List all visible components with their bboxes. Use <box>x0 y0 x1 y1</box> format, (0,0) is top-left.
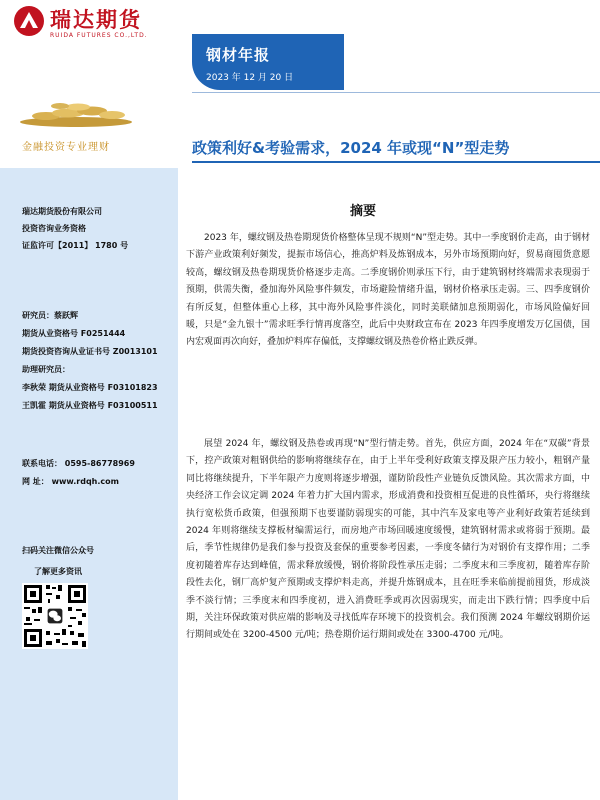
report-type: 钢材年报 <box>206 46 271 64</box>
company-logo <box>14 4 164 44</box>
license-number: 证监许可【2011】 1780 号 <box>22 241 129 250</box>
qr-code[interactable] <box>22 583 88 649</box>
gold-coins-icon <box>16 98 136 128</box>
website[interactable]: 网 址： www.rdqh.com <box>22 477 119 486</box>
report-date: 2023 年 12 月 20 日 <box>206 73 294 83</box>
sidebar <box>0 168 178 800</box>
assistant-1: 李秋荣 期货从业资格号 F03101823 <box>22 383 158 392</box>
title-underline <box>192 161 600 163</box>
page-title: 政策利好&考验需求，2024 年或现“N”型走势 <box>192 139 510 157</box>
logo-mark-icon <box>14 6 44 36</box>
tagline: 金融投资专业理财 <box>22 142 110 153</box>
qr-title: 扫码关注微信公众号 <box>22 546 94 555</box>
report-header-card <box>192 34 344 90</box>
assistant-label: 助理研究员： <box>22 365 70 374</box>
company-name: 瑞达期货股份有限公司 <box>22 207 102 216</box>
abstract-paragraph-1: 2023 年，螺纹钢及热卷期现货价格整体呈现不规则“N”型走势。其中一季度钢价走高，由于钢材下游产业政策利好频发，提振市场信心，推高炉料及炼钢成本，另外市场预期向好，贸易商囤货意愿较高，螺纹钢及热卷期现货价格逐步走高。二季度钢价则承压下行，由于建筑钢材终端需求表现弱于预期，供需失衡，叠加海外风险事件频发，市场避险情绪升温，钢材价格承压走弱。三、四季度钢价有所反复，但整体重心上移，其中海外风险事件淡化，同时美联储加息预期弱化，市场风险偏好回暖，只是“金九银十”需求旺季行情再度落空，此后中央财政宣布在 2023 年四季度增发万亿国债，国内宏观面再次向好，叠加炉料库存偏低，支撑螺纹钢及热卷价格止跌反弹。 <box>186 233 590 348</box>
header-divider <box>192 92 600 93</box>
abstract-heading: 摘要 <box>350 204 377 219</box>
qualification: 投资咨询业务资格 <box>22 224 86 233</box>
researcher-name: 研究员：蔡跃辉 <box>22 311 78 320</box>
researcher-consult-cert: 期货投资咨询从业证书号 Z0013101 <box>22 347 158 356</box>
brand-english: RUIDA FUTURES CO.,LTD. <box>50 32 148 39</box>
qr-subtitle: 了解更多资讯 <box>34 567 82 576</box>
brand-name: 瑞达期货 <box>50 8 142 32</box>
researcher-cert: 期货从业资格号 F0251444 <box>22 329 126 338</box>
abstract-paragraph-2: 展望 2024 年，螺纹钢及热卷或再现“N”型行情走势。首先，供应方面，2024 年在“双碳”背景下，控产政策对粗钢供给的影响将继续存在，由于上半年受利好政策支撑及限产压力较小，粗钢产量同比将继续提升，下半年限产力度则将逐步增强，谨防阶段性产业链负反馈风险。其次需求方面，中央经济工作会议定调 2024 年着力扩大国内需求，形成消费和投资相互促进的良性循环，央行将继续执行宽松货币政策，但强预期下也要谨防弱现实的可能，其中汽车及家电等产业利好政策若延续到 2024 年则将继续支撑板材编需运行，而房地产市场回暖速度缓慢，建筑钢材需求或将弱于预期。最后，季节性规律仍是我们参与投资及套保的重要参考因素，一季度冬储行为对钢价有支撑作用；二季度初随着库存达到峰值，需求释放缓慢，钢价将阶段性承压走弱；二季度末和三季度初，随着库存阶段性去化，钢厂高炉复产预期或支撑炉料走高，并提升炼钢成本，且在旺季来临前提前囤货，形成淡季不淡行情；三季度末和四季度初，进入消费旺季或再次因弱现实，而走出下跌行情；四季度中后期，关注环保政策对供应端的影响及寻找低库存环境下的投资机会。我们预测 2024 年螺纹钢期价运行期间或处在 3200-4500 元/吨；热卷期价运行期间或处在 3300-4700 元/吨。 <box>186 439 590 641</box>
assistant-2: 王凯霍 期货从业资格号 F03100511 <box>22 401 158 410</box>
contact-phone: 联系电话： 0595-86778969 <box>22 459 135 468</box>
